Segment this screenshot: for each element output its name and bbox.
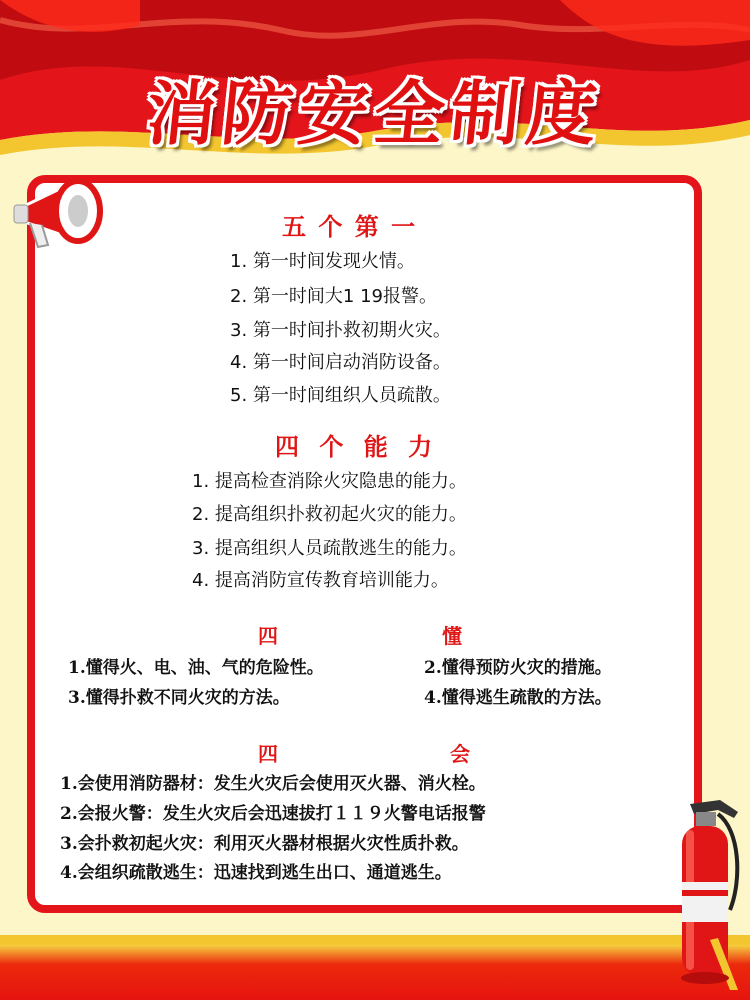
section-heading-four-abilities: 四 个 能 力 [275, 433, 439, 461]
list-item: 2.懂得预防火灾的措施。 [424, 658, 612, 678]
page-title: 消防安全制度 [142, 72, 607, 155]
list-item: 2.会报火警：发生火灾后会迅速拔打１１９火警电话报警 [60, 804, 486, 824]
list-item: 4.懂得逃生疏散的方法。 [424, 688, 612, 708]
section-heading-four-understand-left: 四 [258, 624, 278, 648]
list-item: 1. 提高检查消除火灾隐患的能力。 [192, 471, 467, 492]
list-item: 4.会组织疏散逃生：迅速找到逃生出口、通道逃生。 [60, 863, 452, 883]
list-item: 1. 第一时间发现火情。 [230, 251, 415, 272]
fire-extinguisher-icon [660, 790, 748, 990]
section-heading-four-can-right: 会 [450, 742, 470, 766]
list-item: 3. 提高组织人员疏散逃生的能力。 [192, 538, 467, 559]
list-item: 5. 第一时间组织人员疏散。 [230, 385, 451, 406]
list-item: 3. 第一时间扑救初期火灾。 [230, 320, 451, 341]
list-item: 2. 第一时间大1 19报警。 [230, 286, 437, 307]
section-heading-four-understand-right: 懂 [442, 624, 462, 648]
list-item: 1.会使用消防器材：发生火灾后会使用灭火器、消火栓。 [60, 774, 486, 794]
list-item: 3.会扑救初起火灾：利用灭火器材根据火灾性质扑救。 [60, 834, 469, 854]
list-item: 1.懂得火、电、油、气的危险性。 [68, 658, 324, 678]
footer-band [0, 945, 750, 1000]
list-item: 4. 第一时间启动消防设备。 [230, 352, 451, 373]
list-item: 2. 提高组织扑救初起火灾的能力。 [192, 504, 467, 525]
list-item: 4. 提高消防宣传教育培训能力。 [192, 570, 449, 591]
list-item: 3.懂得扑救不同火灾的方法。 [68, 688, 290, 708]
megaphone-icon [8, 165, 118, 255]
section-heading-five-firsts: 五 个 第 一 [282, 213, 418, 241]
section-heading-four-can-left: 四 [258, 742, 278, 766]
